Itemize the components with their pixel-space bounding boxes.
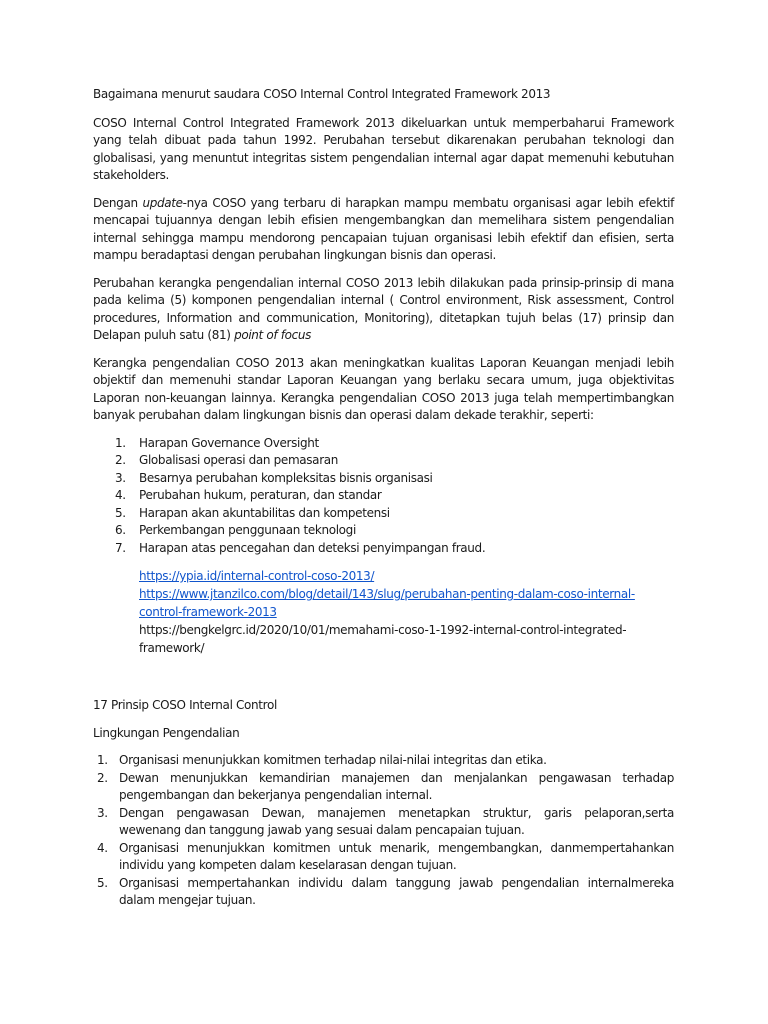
list-item <box>97 770 674 805</box>
list-item-number: 3. <box>97 805 108 820</box>
reference-link-jtanzilco[interactable] <box>139 585 674 621</box>
list-item <box>115 435 674 453</box>
list-item <box>97 752 674 770</box>
paragraph-update-italic: update <box>142 195 183 210</box>
paragraph-update <box>93 195 674 265</box>
list-item-number: 4. <box>115 488 126 502</box>
reference-bengkelgrc-line2: framework/ <box>139 641 205 655</box>
document-title: Bagaimana menurut saudara COSO Internal Control Integrated Framework 2013 <box>93 87 551 101</box>
list-item-number: 6. <box>115 523 126 537</box>
paragraph-changes-italic: point of focus <box>234 328 311 342</box>
paragraph-update-rest: -nya COSO yang terbaru di harapkan mampu membatu organisasi agar lebih efektif mencapai tujuannya dengan lebih efisien mengembangkan dan memelihara sistem pengendalian internal sehingga mampu mendorong pencapaian tujuan organisasi lebih efektif dan efisien, serta mampu beradaptasi dengan perubahan lingkungan bisnis dan operasi. <box>93 195 675 262</box>
reference-bengkelgrc-line1: https://bengkelgrc.id/2020/10/01/memahami-coso-1-1992-internal-control-integrated- <box>139 623 627 637</box>
paragraph-changes <box>93 275 674 345</box>
list-item <box>97 805 674 840</box>
list-item-number: 4. <box>97 840 108 855</box>
list-item-text: Harapan Governance Oversight <box>139 435 319 450</box>
list-item <box>97 875 674 910</box>
paragraph-intro: COSO Internal Control Integrated Framework 2013 dikeluarkan untuk memperbaharui Framework yang telah dibuat pada tahun 1992. Perubahan tersebut dikarenakan perubahan teknologi dan globalisasi, yang menuntut integritas sistem pengendalian internal agar dapat memenuhi kebutuhan stakeholders. <box>93 115 674 182</box>
paragraph-changes-text: Perubahan kerangka pengendalian internal COSO 2013 lebih dilakukan pada prinsip-prinsip di mana pada kelima (5) komponen pengendalian internal ( Control environment, Risk assessment, Control procedures, Information and communication, Monitoring), ditetapkan tujuh belas (17) prinsip dan Delapan puluh satu (81) <box>93 275 674 342</box>
list-item-text: Organisasi menunjukkan komitmen terhadap nilai-nilai integritas dan etika. <box>119 753 547 767</box>
list-item-number: 3. <box>115 470 126 485</box>
subsection-title: Lingkungan Pengendalian <box>93 725 240 740</box>
reference-link-jtanzilco-line2: control-framework-2013 <box>139 605 277 619</box>
reference-bengkelgrc <box>139 621 674 657</box>
list-item-text: Harapan akan akuntabilitas dan kompetensi <box>139 505 390 520</box>
list-item-number: 1. <box>115 435 126 450</box>
section-title: 17 Prinsip COSO Internal Control <box>93 698 277 712</box>
list-item-text: Perubahan hukum, peraturan, dan standar <box>139 488 382 502</box>
reference-link-jtanzilco-line1: https://www.jtanzilco.com/blog/detail/143/slug/perubahan-penting-dalam-coso-internal- <box>139 587 635 601</box>
list-item <box>115 505 674 523</box>
reference-links <box>139 567 674 657</box>
list-item <box>97 840 674 875</box>
list-item <box>115 487 674 505</box>
list-item <box>115 452 674 470</box>
list-item-text: Globalisasi operasi dan pemasaran <box>139 453 339 467</box>
list-item-number: 2. <box>115 453 126 467</box>
list-item <box>115 522 674 540</box>
list-item-number: 2. <box>97 770 108 785</box>
list-item-text: Besarnya perubahan kompleksitas bisnis organisasi <box>139 470 433 485</box>
changes-list <box>115 435 674 558</box>
list-item-number: 5. <box>97 875 108 890</box>
list-item-number: 5. <box>115 505 126 520</box>
list-item-text: Dewan menunjukkan kemandirian manajemen dan menjalankan pengawasan terhadap pengembangan dan bekerjanya pengendalian internal. <box>119 770 674 802</box>
list-item-text: Organisasi mempertahankan individu dalam tanggung jawab pengendalian internalmereka dalam mengejar tujuan. <box>119 875 674 907</box>
paragraph-quality: Kerangka pengendalian COSO 2013 akan meningkatkan kualitas Laporan Keuangan menjadi lebih objektif dan memenuhi standar Laporan Keuangan yang berlaku secara umum, juga objektivitas Laporan non-keuangan lainnya. Kerangka pengendalian COSO 2013 juga telah mempertimbangkan banyak perubahan dalam lingkungan bisnis dan operasi dalam dekade terakhir, seperti: <box>93 355 674 422</box>
list-item-text: Harapan atas pencegahan dan deteksi penyimpangan fraud. <box>139 540 486 555</box>
list-item-text: Dengan pengawasan Dewan, manajemen menetapkan struktur, garis pelaporan,serta wewenang dan tanggung jawab yang sesuai dalam pencapaian tujuan. <box>119 805 674 837</box>
list-item-number: 7. <box>115 540 126 555</box>
list-item-text: Perkembangan penggunaan teknologi <box>139 523 356 537</box>
list-item <box>115 540 674 558</box>
list-item-number: 1. <box>97 753 108 767</box>
list-item <box>115 470 674 488</box>
principles-list <box>97 752 674 910</box>
list-item-text: Organisasi menunjukkan komitmen untuk menarik, mengembangkan, danmempertahankan individu yang kompeten dalam keselarasan dengan tujuan. <box>119 840 674 872</box>
reference-link-ypia[interactable]: https://ypia.id/internal-control-coso-2013/ <box>139 569 375 583</box>
paragraph-update-prefix: Dengan <box>93 195 143 210</box>
